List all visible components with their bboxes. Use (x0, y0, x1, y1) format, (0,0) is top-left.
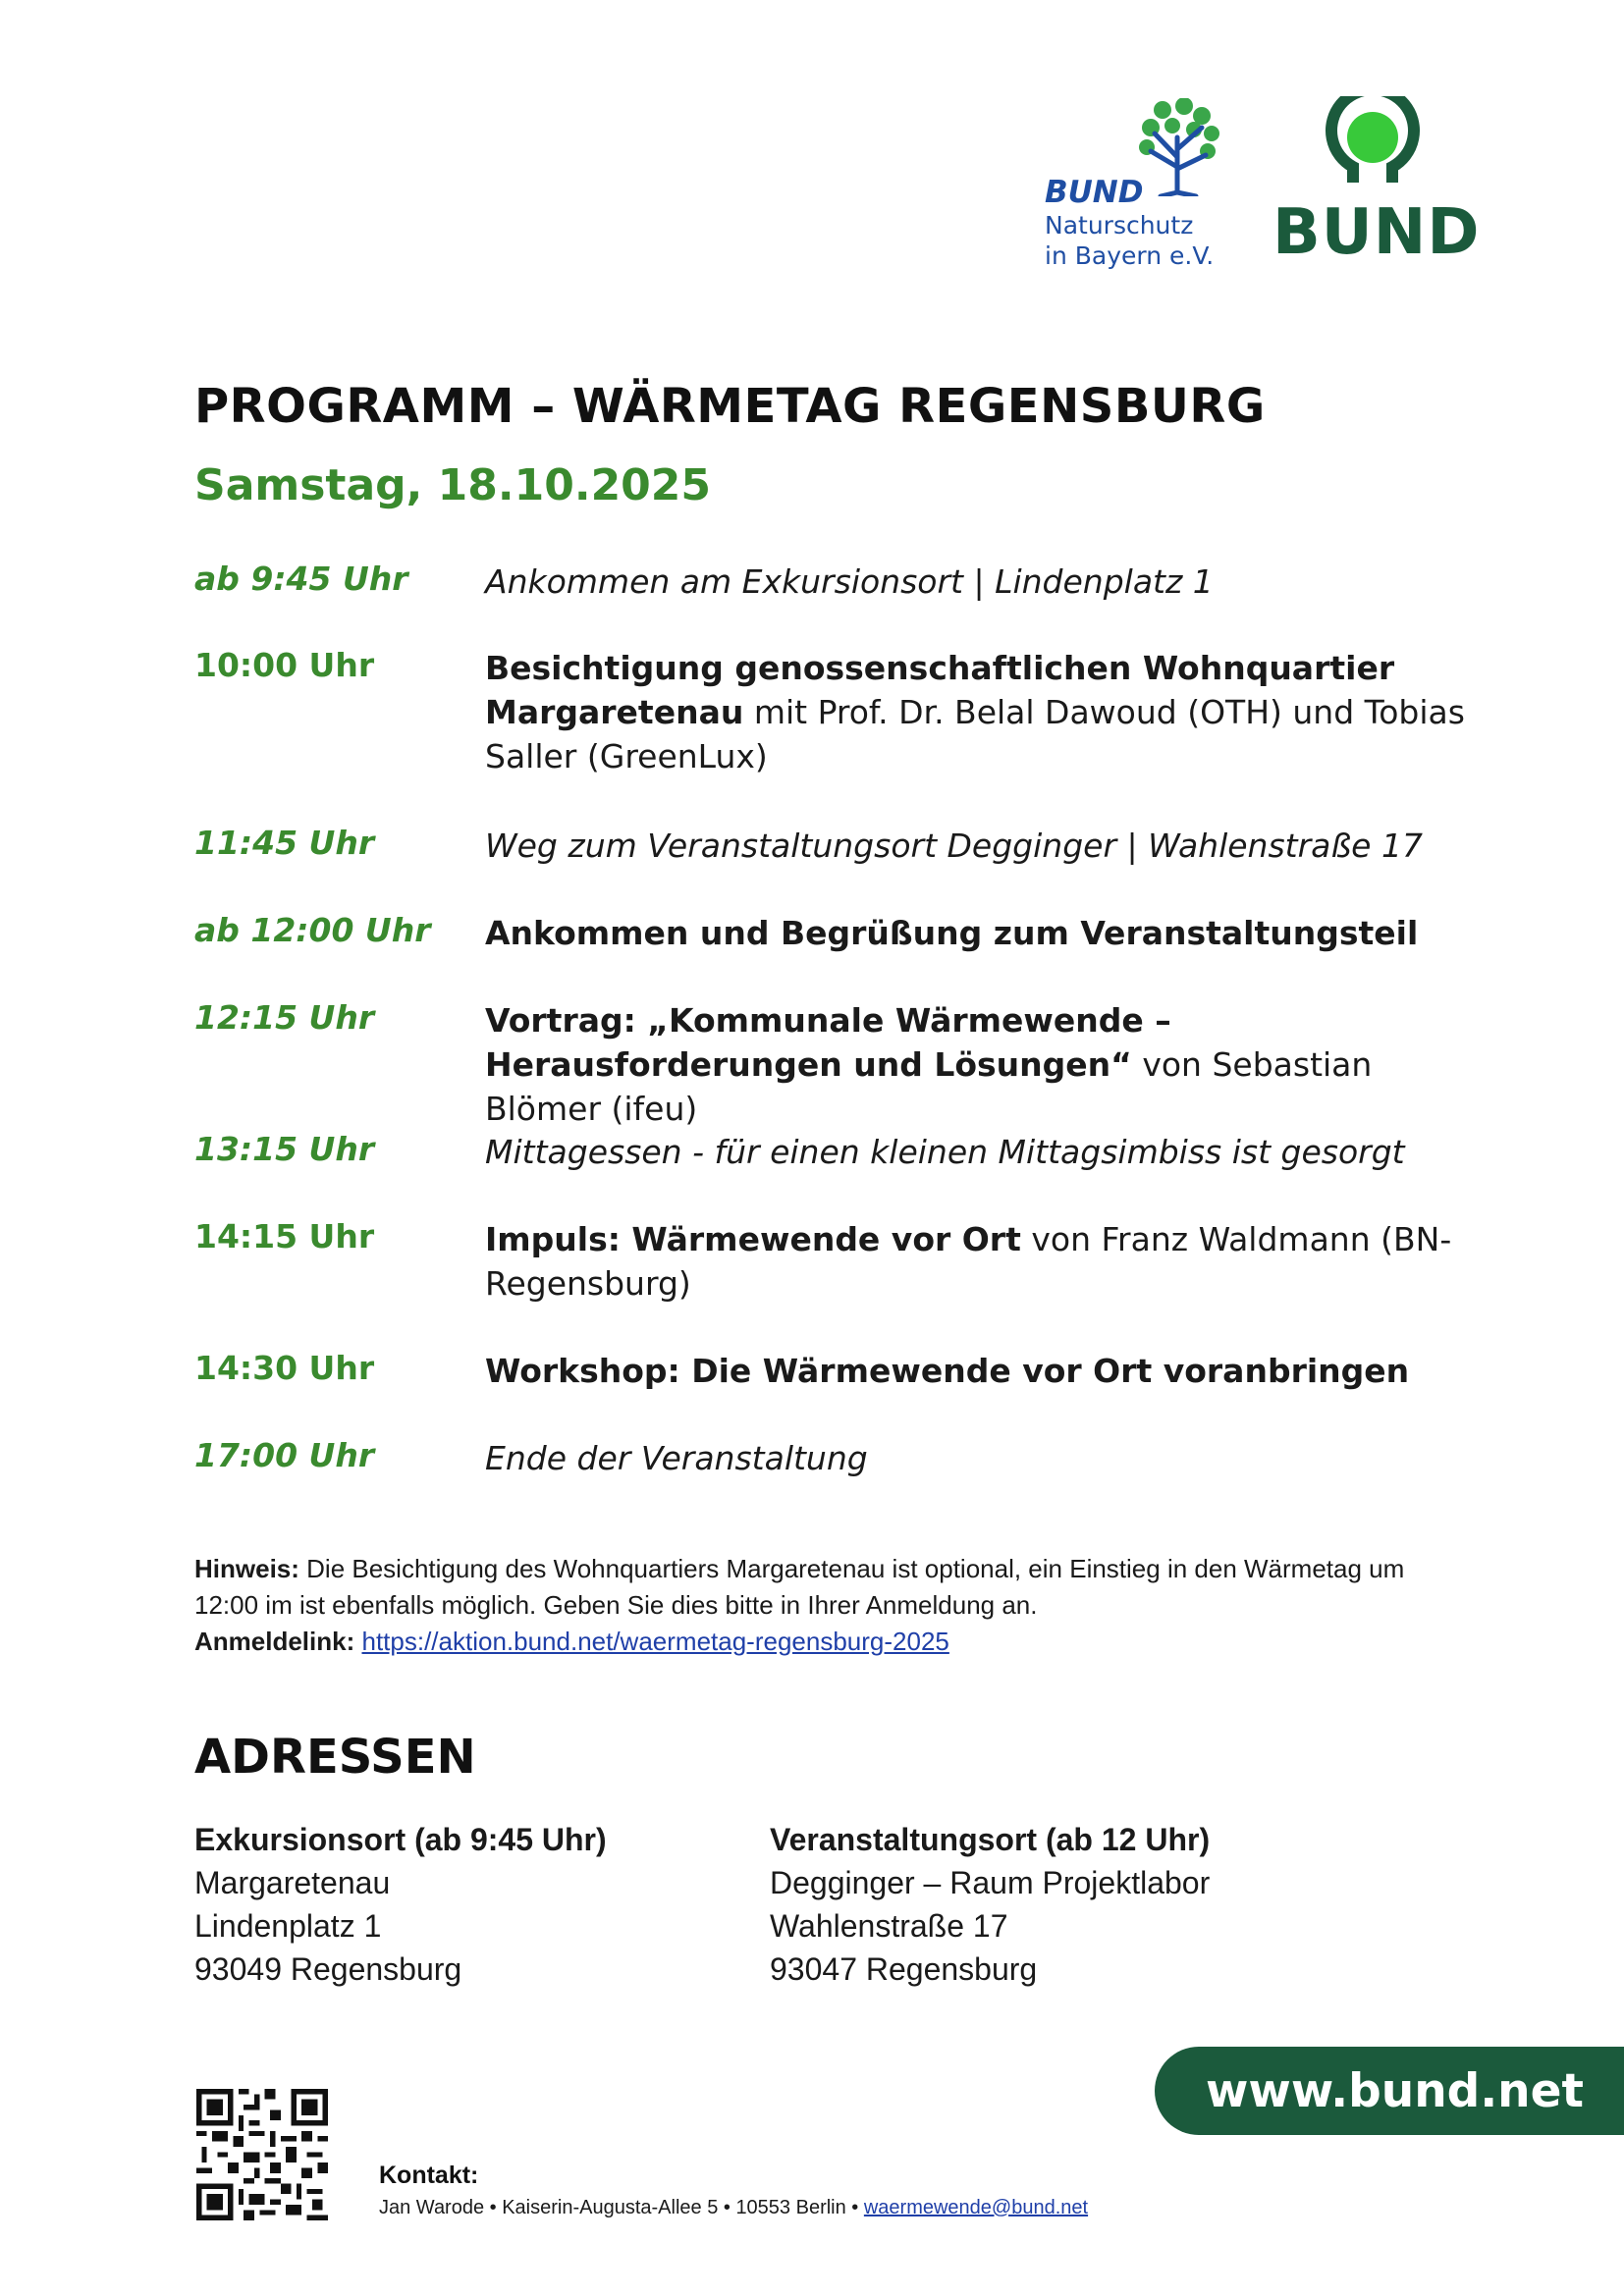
bn-logo (1045, 98, 1221, 275)
program-time: ab 12:00 Uhr (194, 911, 431, 949)
notice-label: Hinweis: (194, 1554, 299, 1583)
program-time: 13:15 Uhr (194, 1130, 375, 1168)
program-time: 14:15 Uhr (194, 1217, 375, 1255)
bn-logo-line2: in Bayern e.V. (1045, 241, 1215, 270)
program-desc: Mittagessen - für einen kleinen Mittagsimbiss ist gesorgt (485, 1133, 1405, 1171)
address-line: 93049 Regensburg (194, 1951, 462, 1987)
program-desc-bold: Besichtigung genossenschaftlichen Wohnquartier Margaretenau (485, 649, 1395, 731)
program-desc: Ende der Veranstaltung (485, 1439, 868, 1477)
program-time: 10:00 Uhr (194, 646, 375, 684)
address-excursion (194, 1818, 607, 1991)
page-title: PROGRAMM – WÄRMETAG REGENSBURG (194, 379, 1266, 434)
program-desc (485, 911, 1477, 955)
registration-label: Anmeldelink: (194, 1627, 355, 1656)
bund-logo (1272, 96, 1479, 273)
address-line: Lindenplatz 1 (194, 1908, 382, 1944)
program-desc (485, 1349, 1477, 1393)
addresses-title: ADRESSEN (194, 1730, 476, 1785)
contact-line (379, 2197, 1088, 2219)
program-time: 11:45 Uhr (194, 824, 375, 862)
program-desc-bold: Ankommen und Begrüßung zum Veranstaltungsteil (485, 914, 1419, 952)
contact-address: Jan Warode • Kaiserin-Augusta-Allee 5 • 10553 Berlin • (379, 2197, 864, 2218)
address-venue (770, 1818, 1210, 1991)
event-date: Samstag, 18.10.2025 (194, 460, 712, 510)
registration-link[interactable]: https://aktion.bund.net/waermetag-regensburg-2025 (361, 1627, 949, 1656)
address-heading: Exkursionsort (ab 9:45 Uhr) (194, 1822, 607, 1857)
program-desc-bold: Impuls: Wärmewende vor Ort (485, 1220, 1021, 1258)
program-desc-bold: Vortrag: „Kommunale Wärmewende – Herausforderungen und Lösungen“ (485, 1001, 1171, 1084)
program-desc (485, 998, 1477, 1131)
qr-code-icon (196, 2089, 328, 2220)
program-desc-rest: mit Prof. Dr. Belal Dawoud (OTH) und Tobias Saller (GreenLux) (485, 693, 1465, 775)
bund-emblem-icon (1324, 96, 1422, 194)
website-badge[interactable]: www.bund.net (1155, 2047, 1624, 2135)
program-time: 14:30 Uhr (194, 1349, 375, 1387)
bund-logo-word: BUND (1272, 196, 1481, 269)
program-desc-bold: Workshop: Die Wärmewende vor Ort voranbringen (485, 1352, 1410, 1390)
notice-text: Die Besichtigung des Wohnquartiers Margaretenau ist optional, ein Einstieg in den Wärmetag um 12:00 im ist ebenfalls möglich. Geben Sie dies bitte in Ihrer Anmeldung an. (194, 1554, 1405, 1620)
bn-logo-title: BUND (1045, 175, 1144, 210)
program-time: ab 9:45 Uhr (194, 560, 408, 598)
program-time: 12:15 Uhr (194, 998, 375, 1037)
address-heading: Veranstaltungsort (ab 12 Uhr) (770, 1822, 1211, 1857)
program-desc-rest: von Franz Waldmann (BN-Regensburg) (485, 1220, 1452, 1303)
bn-logo-line1: Naturschutz (1045, 211, 1194, 240)
program-desc-rest: von Sebastian Blömer (ifeu) (485, 1045, 1373, 1128)
contact-heading: Kontakt: (379, 2162, 479, 2189)
address-line: Margaretenau (194, 1865, 391, 1900)
address-line: Wahlenstraße 17 (770, 1908, 1008, 1944)
notice (194, 1551, 1471, 1660)
address-line: 93047 Regensburg (770, 1951, 1038, 1987)
program-desc (485, 646, 1477, 778)
program-desc: Weg zum Veranstaltungsort Degginger | Wahlenstraße 17 (485, 827, 1423, 865)
contact-email-link[interactable]: waermewende@bund.net (863, 2197, 1089, 2218)
program-time: 17:00 Uhr (194, 1436, 375, 1474)
program-desc: Ankommen am Exkursionsort | Lindenplatz 1 (485, 562, 1214, 601)
address-line: Degginger – Raum Projektlabor (770, 1865, 1211, 1900)
program-desc (485, 1217, 1477, 1306)
tree-icon (1133, 98, 1221, 196)
